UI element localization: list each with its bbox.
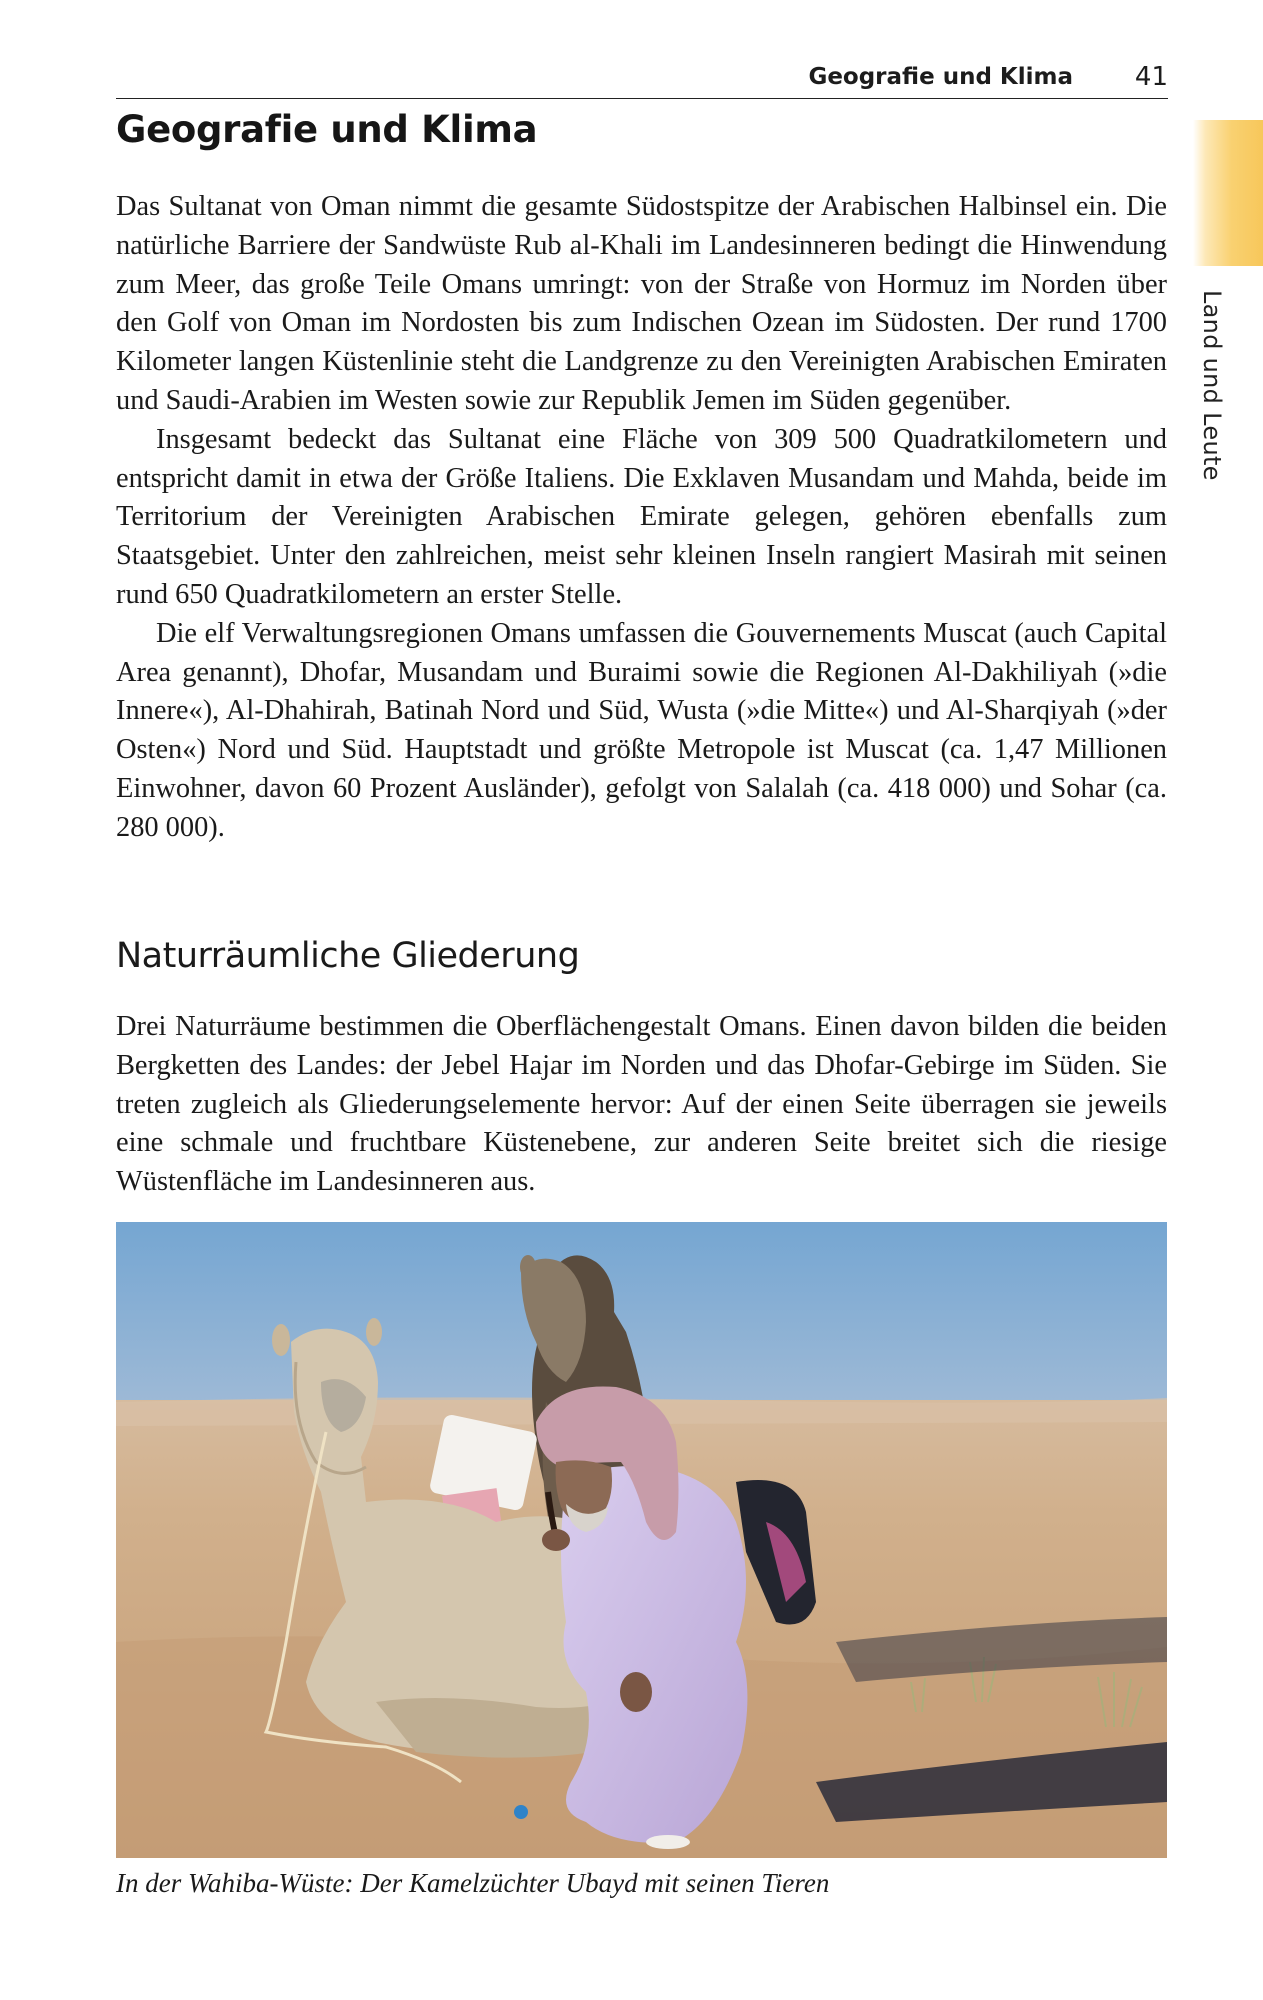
paragraph: Das Sultanat von Oman nimmt die gesamte Südostspitze der Arabischen Halbinsel ein. Die natürliche Barriere der Sandwüste Rub al-Khali im Landesinneren bedingt die Hinwendung zum Meer, das große Teile Omans umringt: von der Straße von Hormuz im Norden über den Golf von Oman im Nordosten bis zum Indischen Ozean im Südosten. Der rund 1700 Kilometer langen Küstenlinie steht die Landgrenze zu den Vereinigten Arabischen Emiraten und Saudi-Arabien im Westen sowie zur Republik Jemen im Süden gegenüber. <box>116 191 1167 416</box>
paragraph: Insgesamt bedeckt das Sultanat eine Fläche von 309 500 Quadratkilometern und entspricht damit in etwa der Größe Italiens. Die Exklaven Musandam und Mahda, beide im Territorium der Vereinigten Arabischen Emirate gelegen, gehören ebenfalls zum Staatsgebiet. Unter den zahlreichen, meist sehr kleinen Inseln rangiert Masirah mit seinen rund 650 Quadratkilometern an erster Stelle. <box>116 423 1167 610</box>
photo-illustration <box>116 1222 1167 1858</box>
photo-camels-desert <box>116 1222 1167 1858</box>
section-title: Naturräumliche Gliederung <box>116 936 580 976</box>
section-label-text: Land und Leute <box>1198 290 1226 481</box>
running-head-title: Geografie und Klima <box>808 64 1073 90</box>
thumb-index-tab <box>1193 120 1263 266</box>
paragraph: Die elf Verwaltungsregionen Omans umfassen die Gouvernements Muscat (auch Capital Area genannt), Dhofar, Musandam und Buraimi sowie die Regionen Al-Dakhiliyah (»die Innere«), Al-Dhahirah, Batinah Nord und Süd, Wusta (»die Mitte«) und Al-Sharqiyah (»der Osten«) Nord und Süd. Hauptstadt und größte Metropole ist Muscat (ca. 1,47 Millionen Einwohner, davon 60 Prozent Ausländer), gefolgt von Salalah (ca. 418 000) und Sohar (ca. 280 000). <box>116 617 1167 843</box>
paragraph: Drei Naturräume bestimmen die Oberflächengestalt Omans. Einen davon bilden die beiden Bergketten des Landes: der Jebel Hajar im Norden und das Dhofar-Gebirge im Süden. Sie treten zugleich als Gliederungselemente hervor: Auf der einen Seite überragen sie jeweils eine schmale und fruchtbare Küstenebene, zur anderen Seite breitet sich die riesige Wüstenfläche im Landesinneren aus. <box>116 1011 1167 1198</box>
section-label-vertical <box>1194 290 1234 500</box>
chapter-title: Geografie und Klima <box>116 108 538 151</box>
page-number: 41 <box>1134 62 1168 92</box>
photo-caption: In der Wahiba-Wüste: Der Kamelzüchter Ubayd mit seinen Tieren <box>116 1868 830 1898</box>
running-head <box>116 58 1168 99</box>
chapter-body <box>116 188 1167 848</box>
section-body <box>116 1008 1167 1202</box>
